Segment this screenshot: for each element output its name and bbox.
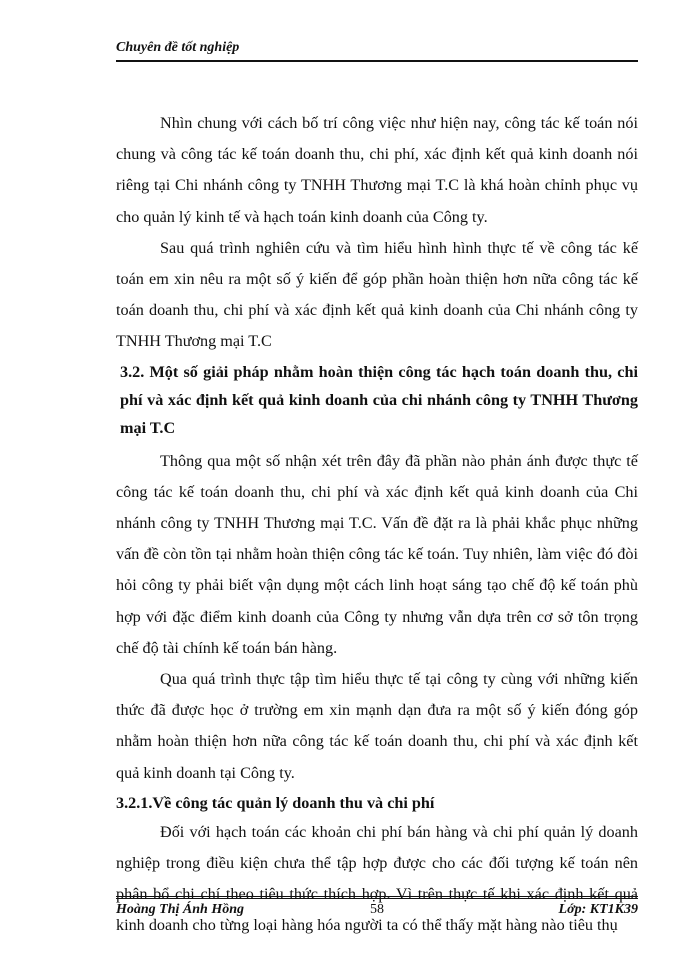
paragraph-cost-allocation: Đối với hạch toán các khoản chi phí bán hàng và chi phí quản lý doanh nghiệp trong điều kiện chưa thể tập hợp được cho các đối tượng kế toán nên phân bổ chi chí theo tiêu thức thích hợp. Vì trên thực tế khi xác định kết quả kinh doanh cho từng loại hàng hóa người ta có thể thấy mặt hàng nào tiêu thụ <box>116 822 638 935</box>
paragraph-intro: Sau quá trình nghiên cứu và tìm hiểu hình hình thực tế về công tác kế toán em xin nêu ra một số ý kiến để góp phần hoàn thiện hơn nữa công tác kế toán doanh thu, chi phí và xác định kết quả kinh doanh của Chi nhánh công ty TNHH Thương mại T.C <box>116 238 638 351</box>
paragraph-proposals: Qua quá trình thực tập tìm hiểu thực tế tại công ty cùng với những kiến thức đã được học ở trường em xin mạnh dạn đưa ra một số ý kiến đóng góp nhằm hoàn thiện hơn nữa công tác kế toán doanh thu, chi phí và xác định kết quả kinh doanh tại Công ty. <box>116 670 638 782</box>
paragraph-observations: Thông qua một số nhận xét trên đây đã phần nào phản ánh được thực tế công tác kế toán doanh thu, chi phí và xác định kết quả kinh doanh của Chi nhánh công ty TNHH Thương mại T.C. Vấn đề đặt ra là phải khắc phục những vấn đề còn tồn tại nhằm hoàn thiện công tác kế toán. Tuy nhiên, làm việc đó đòi hỏi công ty phải biết vận dụng một cách linh hoạt sáng tạo chế độ kế toán phù hợp với đặc điểm kinh doanh của Công ty nhưng vẫn dựa trên cơ sở tôn trọng chế độ tài chính kế toán bán hàng. <box>116 451 638 657</box>
footer-class: Lớp: KT1K39 <box>558 902 638 917</box>
footer-divider <box>116 896 638 899</box>
footer-author: Hoàng Thị Ánh Hồng <box>116 902 244 917</box>
page-footer <box>116 902 638 924</box>
page-number: 58 <box>370 902 384 917</box>
section-heading-3-2: 3.2. Một số giải pháp nhằm hoàn thiện công tác hạch toán doanh thu, chi phí và xác định kết quả kinh doanh của chi nhánh công ty TNHH Thương mại T.C <box>120 362 638 437</box>
paragraph-summary: Nhìn chung với cách bố trí công việc như hiện nay, công tác kế toán nói chung và công tác kế toán doanh thu, chi phí, xác định kết quả kinh doanh nói riêng tại Chi nhánh công ty TNHH Thương mại T.C là khá hoàn chỉnh phục vụ cho quản lý kinh tế và hạch toán kinh doanh của Công ty. <box>116 114 638 226</box>
page-header <box>116 40 638 60</box>
header-title: Chuyên đề tốt nghiệp <box>116 40 240 55</box>
subsection-heading-3-2-1: 3.2.1.Về công tác quản lý doanh thu và chi phí <box>116 793 435 812</box>
header-divider <box>116 60 638 62</box>
document-body <box>116 108 638 942</box>
